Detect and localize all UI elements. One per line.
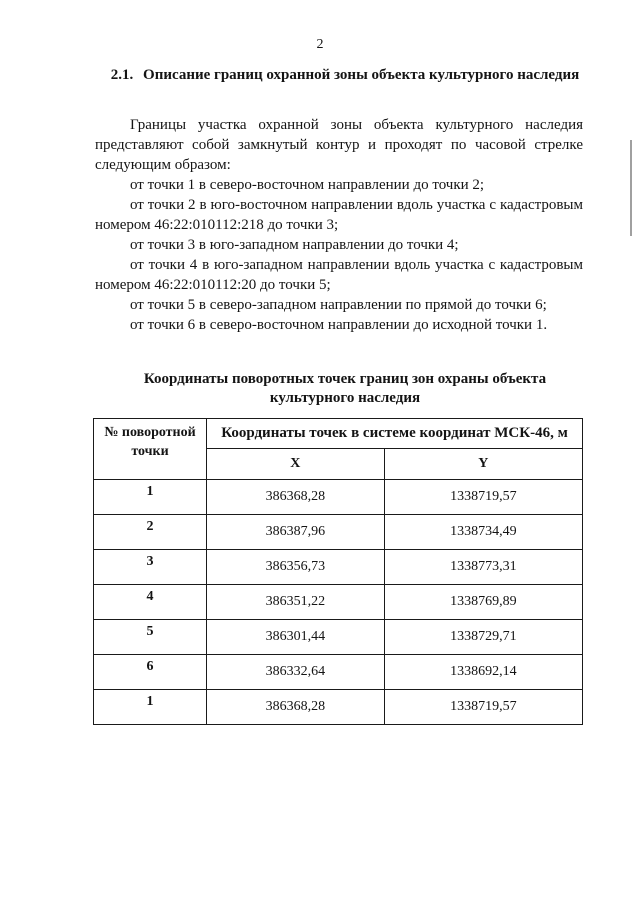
page-number: 2 [316, 37, 324, 52]
header-point-number: № поворотной точки [94, 419, 207, 480]
row-y: 1338719,57 [384, 690, 582, 725]
section-number: 2.1. [110, 67, 134, 83]
table-row [94, 655, 583, 690]
row-y: 1338773,31 [384, 550, 582, 585]
row-x: 386332,64 [207, 655, 385, 690]
row-point: 4 [94, 585, 207, 620]
row-y: 1338734,49 [384, 515, 582, 550]
row-y: 1338719,57 [384, 480, 582, 515]
coordinates-table [93, 418, 583, 725]
table-row [94, 585, 583, 620]
row-x: 386356,73 [207, 550, 385, 585]
row-y: 1338692,14 [384, 655, 582, 690]
table-title: Координаты поворотных точек границ зон охраны объекта культурного наследия [143, 371, 547, 406]
intro-paragraph: Границы участка охранной зоны объекта культурного наследия представляют собой замкнутый контур и проходят по часовой стрелке следующим образом: [95, 117, 583, 173]
row-y: 1338729,71 [384, 620, 582, 655]
row-x: 386368,28 [207, 690, 385, 725]
table-row [94, 690, 583, 725]
row-point: 6 [94, 655, 207, 690]
row-point: 3 [94, 550, 207, 585]
row-x: 386387,96 [207, 515, 385, 550]
row-x: 386351,22 [207, 585, 385, 620]
table-row [94, 620, 583, 655]
row-y: 1338769,89 [384, 585, 582, 620]
header-x: X [207, 449, 385, 480]
scan-edge-mark [630, 140, 632, 236]
route-step-5: от точки 5 в северо-западном направлении по прямой до точки 6; [130, 297, 547, 313]
table-row [94, 480, 583, 515]
section-title [110, 66, 580, 85]
table-row [94, 550, 583, 585]
route-step-4: от точки 4 в юго-западном направлении вдоль участка с кадастровым номером 46:22:010112:20 до точки 5; [95, 257, 583, 293]
row-point: 1 [94, 690, 207, 725]
row-x: 386301,44 [207, 620, 385, 655]
section-title-text: Описание границ охранной зоны объекта культурного наследия [143, 67, 580, 83]
row-point: 1 [94, 480, 207, 515]
table-row [94, 515, 583, 550]
route-step-3: от точки 3 в юго-западном направлении до точки 4; [130, 237, 459, 253]
header-coordinates: Координаты точек в системе координат МСК-46, м [207, 419, 583, 449]
header-y: Y [384, 449, 582, 480]
table-header-row [94, 419, 583, 449]
route-step-2: от точки 2 в юго-восточном направлении вдоль участка с кадастровым номером 46:22:010112:218 до точки 3; [95, 197, 583, 233]
route-step-6: от точки 6 в северо-восточном направлении до исходной точки 1. [130, 317, 548, 333]
row-point: 2 [94, 515, 207, 550]
route-step-1: от точки 1 в северо-восточном направлении до точки 2; [130, 177, 485, 193]
row-point: 5 [94, 620, 207, 655]
row-x: 386368,28 [207, 480, 385, 515]
